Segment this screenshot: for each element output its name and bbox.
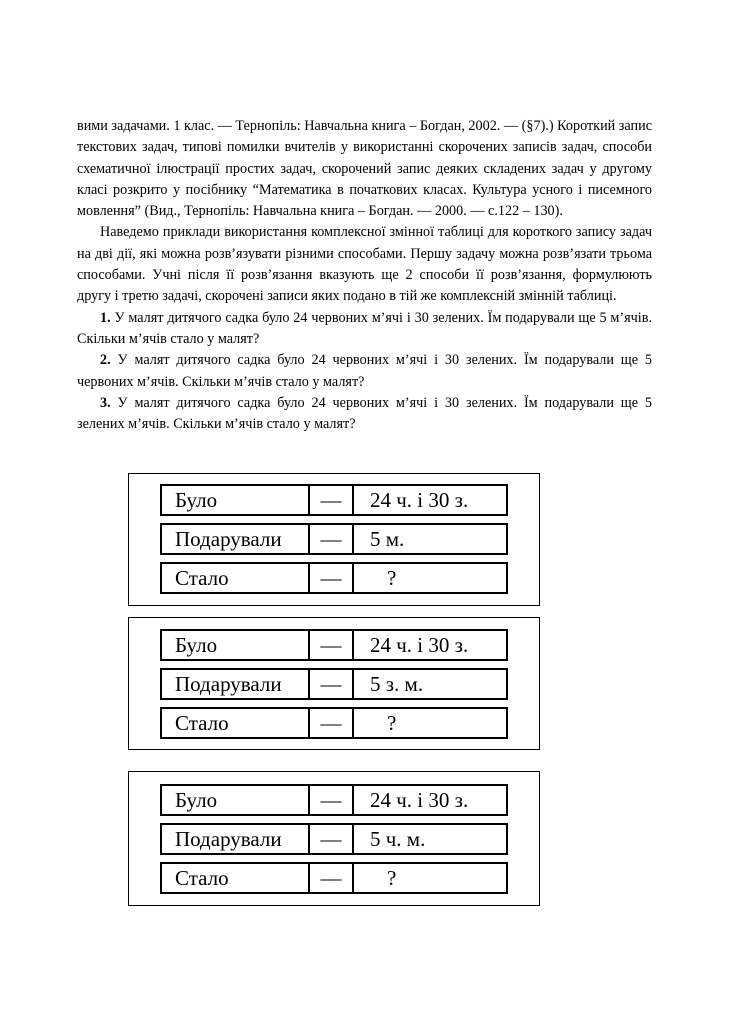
table-row bbox=[160, 484, 508, 516]
row-value: 24 ч. і 30 з. bbox=[370, 632, 469, 657]
row-label: Було bbox=[162, 631, 310, 659]
problem-number: 3. bbox=[100, 394, 111, 411]
row-value: ? bbox=[387, 865, 397, 890]
row-label: Стало bbox=[162, 564, 310, 592]
short-record-table-2 bbox=[128, 617, 540, 750]
row-dash: — bbox=[310, 864, 354, 892]
row-label: Стало bbox=[162, 864, 310, 892]
row-dash: — bbox=[310, 670, 354, 698]
row-value: ? bbox=[387, 710, 397, 735]
table-row bbox=[160, 562, 508, 594]
row-value: ? bbox=[387, 565, 397, 590]
row-value: 24 ч. і 30 з. bbox=[370, 787, 469, 812]
table-row bbox=[160, 523, 508, 555]
short-record-table-3 bbox=[128, 771, 540, 906]
row-dash: — bbox=[310, 525, 354, 553]
problem-3: 3. У малят дитячого садка було 24 червоних м’ячі і 30 зелених. Їм подарували ще 5 зелених м’ячів. Скільки м’ячів стало у малят? bbox=[77, 394, 652, 433]
row-dash: — bbox=[310, 631, 354, 659]
short-record-table-1 bbox=[128, 473, 540, 606]
row-value: 5 ч. м. bbox=[370, 826, 426, 851]
row-label: Було bbox=[162, 786, 310, 814]
row-dash: — bbox=[310, 564, 354, 592]
row-label: Подарували bbox=[162, 670, 310, 698]
problem-2: 2. У малят дитячого садка було 24 червоних м’ячі і 30 зелених. Їм подарували ще 5 червоних м’ячів. Скільки м’ячів стало у малят? bbox=[77, 352, 652, 390]
row-dash: — bbox=[310, 709, 354, 737]
paragraph-references: вими задачами. 1 клас. — Тернопіль: Навчальна книга – Богдан, 2002. — (§7).) Короткий запис текстових задач, типові помилки вчителів у використанні скорочених записів задач, способи схематичної ілюстрації простих задач, скорочений запис деяких складених задач у другому класі розкрито у посібнику “Математика в початкових класах. Культура усного і писемного мовлення” (Вид., Тернопіль: Навчальна книга – Богдан. — 2000. — с.122 – 130). bbox=[77, 118, 652, 220]
row-dash: — bbox=[310, 786, 354, 814]
row-dash: — bbox=[310, 486, 354, 514]
row-label: Подарували bbox=[162, 525, 310, 553]
table-row bbox=[160, 707, 508, 739]
table-row bbox=[160, 629, 508, 661]
table-row bbox=[160, 668, 508, 700]
row-value: 5 м. bbox=[370, 526, 405, 551]
problem-number: 1. bbox=[100, 309, 111, 326]
row-value: 24 ч. і 30 з. bbox=[370, 487, 469, 512]
table-row bbox=[160, 823, 508, 855]
row-label: Подарували bbox=[162, 825, 310, 853]
row-value: 5 з. м. bbox=[370, 671, 424, 696]
table-row bbox=[160, 784, 508, 816]
body-text bbox=[77, 116, 652, 435]
problem-1: 1. У малят дитячого садка було 24 червоних м’ячі і 30 зелених. Їм подарували ще 5 м’ячів. Скільки м’ячів стало у малят? bbox=[77, 309, 652, 347]
paragraph-intro: Наведемо приклади використання комплексної змінної таблиці для короткого запису задач на дві дії, які можна розв’язувати різними способами. Першу задачу можна розв’язати трьома способами. Учні після її розв’язання вказують ще 2 способи її розв’язання, формулюють другу і третю задачі, скорочені записи яких подано в тій же комплексній змінній таблиці. bbox=[77, 224, 652, 305]
row-dash: — bbox=[310, 825, 354, 853]
row-label: Було bbox=[162, 486, 310, 514]
table-row bbox=[160, 862, 508, 894]
problem-number: 2. bbox=[100, 352, 111, 369]
row-label: Стало bbox=[162, 709, 310, 737]
